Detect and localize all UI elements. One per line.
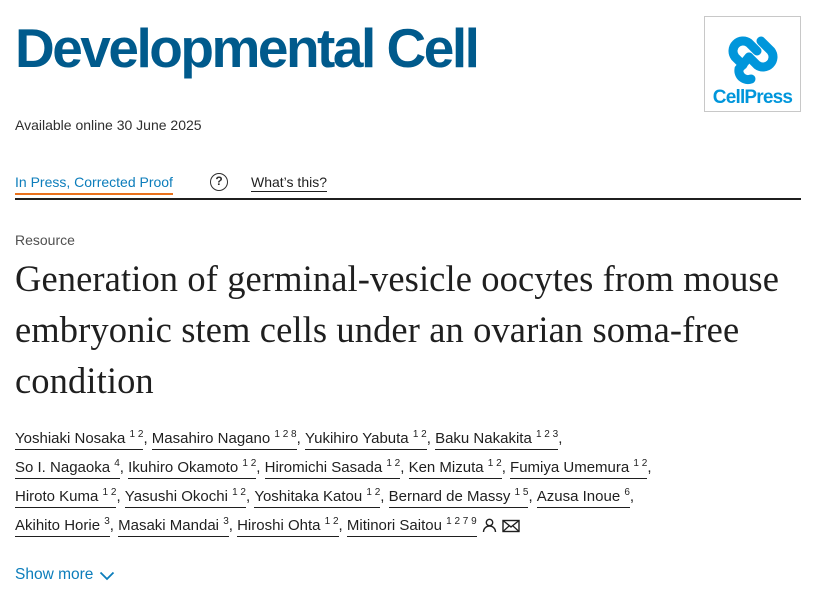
author-line: Akihito Horie $^3$, Masaki Mandai $^3$, Hiroshi Ohta $^{1 2}$, Mitinori Saitou $^{1 2 7 9}$ [15,511,805,540]
author-affiliations: 3 [104,516,110,527]
author-line: Hiroto Kuma $^{1 2}$, Yasushi Okochi $^{1 2}$, Yoshitaka Katou $^{1 2}$, Bernard de Massy $^{1 5}$, Azusa Inoue $^6$, [15,482,805,511]
author-name: Hiroshi Ohta [237,517,321,534]
author-line: So I. Nagaoka $^4$, Ikuhiro Okamoto $^{1 2}$, Hiromichi Sasada $^{1 2}$, Ken Mizuta $^{1 2}$, Fumiya Umemura $^{1 2}$, [15,453,805,482]
cellpress-logo[interactable] [704,16,801,112]
article-type: Resource [15,232,75,248]
author-link[interactable] [305,430,427,450]
author-link[interactable] [15,430,143,450]
author-link[interactable] [237,517,338,537]
author-name: Ikuhiro Okamoto [128,459,239,476]
author-link[interactable] [537,488,630,508]
author-affiliations: 1 2 [487,458,502,469]
author-link[interactable] [125,488,246,508]
article-status-label[interactable]: In Press, Corrected Proof [15,174,173,195]
author-affiliations: 3 [223,516,229,527]
author-name: Fumiya Umemura [510,459,630,476]
author-affiliations: 1 2 7 9 [446,516,477,527]
author-name: Ken Mizuta [408,459,484,476]
author-line: Yoshiaki Nosaka $^{1 2}$, Masahiro Nagano $^{1 2 8}$, Yukihiro Yabuta $^{1 2}$, Baku Nakakita $^{1 2 3}$, [15,424,805,453]
author-affiliations: 4 [114,458,120,469]
author-affiliations: 1 2 [324,516,339,527]
available-online-date: Available online 30 June 2025 [15,117,202,133]
author-link[interactable] [435,430,558,450]
author-name: Hiromichi Sasada [264,459,383,476]
journal-title[interactable]: Developmental Cell [15,17,478,79]
author-list [15,424,805,540]
author-link[interactable] [15,488,116,508]
author-name: Masahiro Nagano [151,430,271,447]
show-more-label: Show more [15,566,94,583]
author-link[interactable] [118,517,229,537]
author-affiliations: 1 2 [386,458,401,469]
author-name: Yasushi Okochi [124,488,228,505]
author-name: Baku Nakakita [435,430,532,447]
author-link[interactable] [389,488,529,508]
author-link[interactable] [265,459,401,479]
mail-icon[interactable] [502,519,520,533]
author-link[interactable] [347,517,477,537]
article-title: Generation of germinal-vesicle oocytes from mouse embryonic stem cells under an ovarian soma-free condition [15,258,780,401]
article-status-bar [15,172,801,200]
author-name: Yoshiaki Nosaka [15,430,126,447]
person-icon[interactable] [482,518,497,533]
author-name: Bernard de Massy [388,488,511,505]
author-affiliations: 1 2 [633,458,648,469]
author-affiliations: 1 2 [412,429,427,440]
author-name: Masaki Mandai [118,517,220,534]
author-affiliations: 6 [624,487,630,498]
author-name: Yukihiro Yabuta [304,430,409,447]
cellpress-logo-text: CellPress [712,87,793,108]
author-affiliations: 1 2 3 [535,429,559,440]
question-circle-icon[interactable]: ? [210,173,228,191]
author-affiliations: 1 2 8 [274,429,297,440]
author-name: Azusa Inoue [536,488,621,505]
author-name: Hiroto Kuma [15,488,99,505]
author-link[interactable] [15,517,110,537]
author-name: So I. Nagaoka [15,459,111,476]
author-name: Mitinori Saitou [346,517,442,534]
author-affiliations: 1 2 [129,429,144,440]
author-link[interactable] [128,459,256,479]
author-link[interactable] [510,459,647,479]
author-affiliations: 1 2 [366,487,381,498]
author-link[interactable] [15,459,120,479]
author-affiliations: 1 2 [242,458,257,469]
chevron-down-icon [99,571,115,581]
author-name: Yoshitaka Katou [254,488,363,505]
author-affiliations: 1 5 [514,487,529,498]
author-link[interactable] [152,430,297,450]
author-link[interactable] [254,488,380,508]
show-more-button[interactable] [15,565,115,585]
whats-this-link[interactable]: What’s this? [251,174,327,190]
author-link[interactable] [409,459,502,479]
author-affiliations: 1 2 [232,487,246,498]
author-name: Akihito Horie [15,517,101,534]
author-affiliations: 1 2 [102,487,117,498]
